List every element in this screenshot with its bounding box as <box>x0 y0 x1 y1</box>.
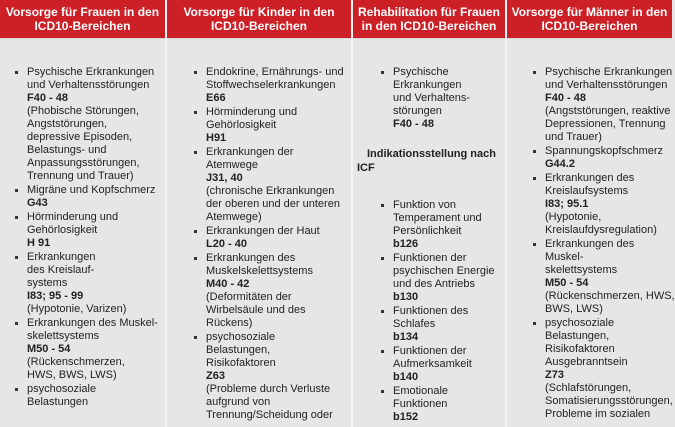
column-header: Vorsorge für Frauen in den ICD10-Bereichen <box>0 0 165 39</box>
list-item: Funktion von Temperament und Persönlichkeit b126 <box>393 199 503 251</box>
list-item: Erkrankungen der Haut L20 - 40 <box>206 225 349 251</box>
column-frauen-reha <box>353 0 505 427</box>
list-item: Psychische Erkrankungen und Verhaltens-störungen F40 - 48 <box>393 66 503 131</box>
list-item: Spannungskopfschmerz G44.2 <box>545 145 675 171</box>
column-header: Vorsorge für Kinder in den ICD10-Bereichen <box>167 0 351 39</box>
column-header: Rehabilitation für Frauen in den ICD10-Bereichen <box>353 0 505 39</box>
subheading-icf: Indikationsstellung nach ICF <box>357 148 496 174</box>
list-item: Erkrankungen des Muskelskelettsystems M40 - 42 (Deformitäten der Wirbelsäule und des Rückens) <box>206 252 349 330</box>
column-frauen-vorsorge <box>0 0 165 427</box>
list-item: Migräne und Kopfschmerz G43 <box>27 184 163 210</box>
list-item: Psychische Erkrankungen und Verhaltensstörungen F40 - 48 (Phobische Störungen, Angststörungen, depressive Episoden, Belastungs- und Anpassungsstörungen, Trennung und Trauer) <box>27 66 163 183</box>
list-item: Erkrankungen des Muskel-skelettsystems M50 - 54 (Rückenschmerzen, HWS, BWS, LWS) <box>27 317 163 382</box>
list-item: Erkrankungen des Muskel-skelettsystems M50 - 54 (Rückenschmerzen, HWS, BWS, LWS) <box>545 238 675 315</box>
list-item: Funktionen der Aufmerksamkeit b140 <box>393 345 503 384</box>
list-item: Erkrankungen der Atemwege J31, 40 (chronische Erkrankungen der oberen und der unteren Atemwege) <box>206 146 349 224</box>
list-item: Erkrankungen des Kreislaufsystems I83; 95.1 (Hypotonie, Kreislaufdysregulation) <box>545 172 675 237</box>
column-kinder-vorsorge <box>167 0 351 427</box>
list-item: Erkrankungen des Kreislauf-systems I83; 95 - 99 (Hypotonie, Varizen) <box>27 251 163 316</box>
item-list <box>27 66 163 409</box>
list-item: Hörminderung und Gehörlosigkeit H91 <box>206 106 349 145</box>
column-header: Vorsorge für Männer in den ICD10-Bereichen <box>507 0 672 39</box>
list-item: psychosoziale Belastungen, Risikofaktoren Ausgebranntsein Z73 (Schlafstörungen, Somatisierungsstörungen, Probleme im sozialen <box>545 317 675 421</box>
column-maenner-vorsorge <box>507 0 675 427</box>
item-list <box>545 66 675 421</box>
list-item: Endokrine, Ernährungs- und Stoffwechselerkrankungen E66 <box>206 66 349 105</box>
list-item: Psychische Erkrankungen und Verhaltensstörungen F40 - 48 (Angststörungen, reaktive Depressionen, Trennung und Trauer) <box>545 66 675 144</box>
list-item: psychosoziale Belastungen, Risikofaktoren Z63 (Probleme durch Verluste aufgrund von Trennung/Scheidung oder <box>206 331 349 422</box>
list-item: Funktionen der psychischen Energie und des Antriebs b130 <box>393 252 503 304</box>
list-item: Emotionale Funktionen b152 <box>393 385 503 424</box>
item-list <box>393 199 503 424</box>
item-list <box>393 66 503 131</box>
list-item: Hörminderung und Gehörlosigkeit H 91 <box>27 211 163 250</box>
list-item: psychosoziale Belastungen <box>27 383 163 409</box>
list-item: Funktionen des Schlafes b134 <box>393 305 503 344</box>
item-list <box>206 66 349 422</box>
